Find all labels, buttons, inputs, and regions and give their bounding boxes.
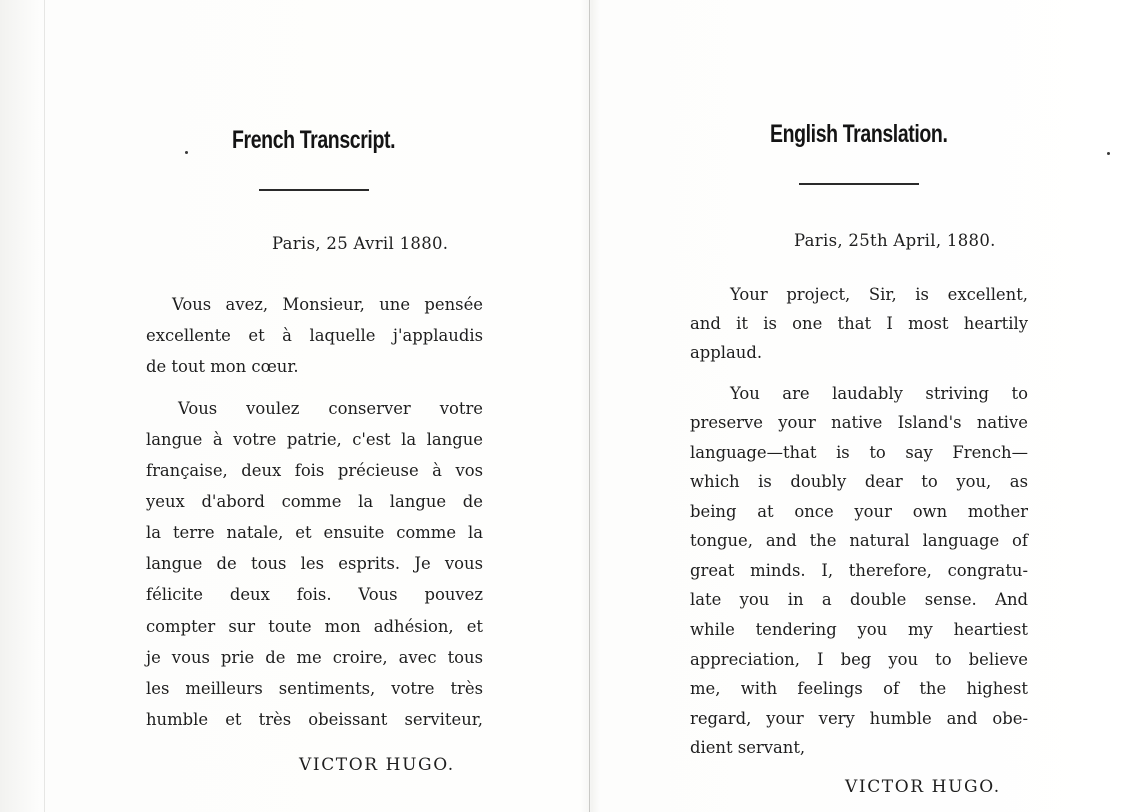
letter-line: great minds. I, therefore, congratu-	[690, 561, 1028, 580]
letter-line: langue à votre patrie, c'est la langue	[146, 430, 483, 449]
letter-line: preserve your native Island's native	[690, 413, 1028, 432]
french-heading: French Transcript.	[232, 126, 396, 154]
letter-line: yeux d'abord comme la langue de	[146, 492, 483, 511]
letter-line: tongue, and the natural language of	[690, 531, 1028, 550]
french-signature: VICTOR HUGO.	[299, 755, 455, 775]
ink-speck	[185, 151, 188, 154]
letter-line: Vous voulez conserver votre	[178, 399, 483, 418]
letter-line: and it is one that I most heartily	[690, 314, 1028, 333]
letter-line: les meilleurs sentiments, votre très	[146, 679, 483, 698]
letter-line: late you in a double sense. And	[690, 590, 1028, 609]
letter-line: excellente et à laquelle j'applaudis	[146, 326, 483, 345]
letter-line: language—that is to say French—	[690, 443, 1028, 462]
letter-line: me, with feelings of the highest	[690, 679, 1028, 698]
letter-line: félicite deux fois. Vous pouvez	[146, 585, 483, 604]
french-dateline: Paris, 25 Avril 1880.	[272, 234, 449, 253]
letter-line: compter sur toute mon adhésion, et	[146, 617, 483, 636]
letter-line: de tout mon cœur.	[146, 357, 299, 376]
letter-line: la terre natale, et ensuite comme la	[146, 523, 483, 542]
letter-line: dient servant,	[690, 738, 806, 757]
letter-line: je vous prie de me croire, avec tous	[146, 648, 483, 667]
letter-line: Vous avez, Monsieur, une pensée	[172, 295, 483, 314]
letter-line: while tendering you my heartiest	[690, 620, 1028, 639]
english-translation-page	[590, 0, 1132, 812]
letter-line: humble et très obeissant serviteur,	[146, 710, 483, 729]
letter-line: langue de tous les esprits. Je vous	[146, 554, 483, 573]
letter-line: You are laudably striving to	[730, 384, 1028, 403]
heading-rule	[259, 189, 369, 191]
letter-line: applaud.	[690, 343, 763, 362]
english-signature: VICTOR HUGO.	[845, 777, 1001, 797]
letter-line: française, deux fois précieuse à vos	[146, 461, 483, 480]
letter-line: regard, your very humble and obe-	[690, 709, 1028, 728]
letter-line: which is doubly dear to you, as	[690, 472, 1028, 491]
english-heading: English Translation.	[770, 120, 948, 148]
ink-speck	[1107, 152, 1110, 155]
letter-line: being at once your own mother	[690, 502, 1028, 521]
letter-line: Your project, Sir, is excellent,	[730, 285, 1028, 304]
letter-line: appreciation, I beg you to believe	[690, 650, 1028, 669]
english-dateline: Paris, 25th April, 1880.	[794, 231, 996, 250]
heading-rule	[799, 183, 919, 185]
